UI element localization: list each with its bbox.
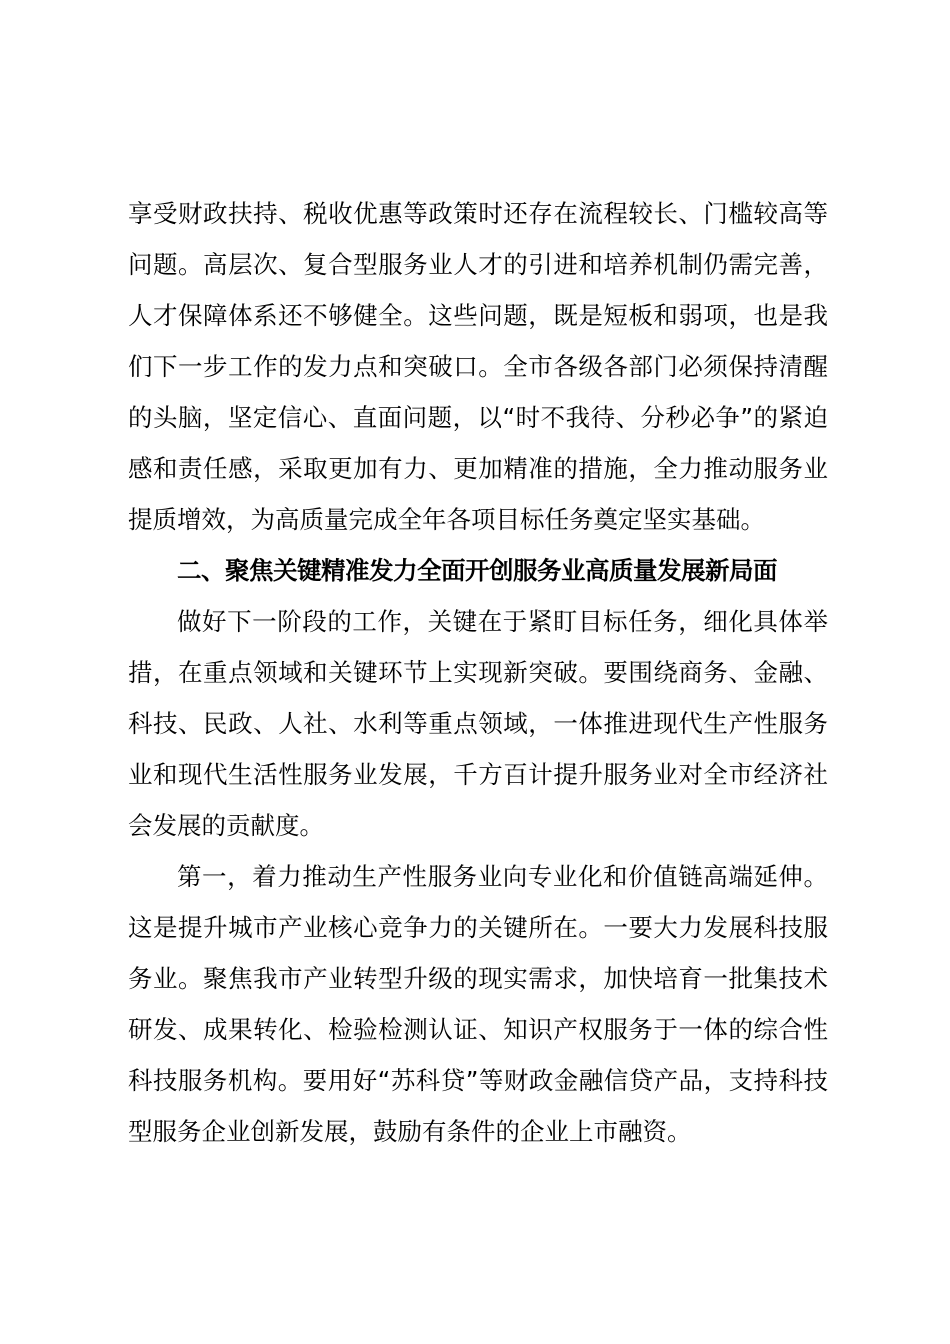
paragraph-next-stage: 做好下一阶段的工作，关键在于紧盯目标任务，细化具体举措，在重点领域和关键环节上实现新突破。要围绕商务、金融、科技、民政、人社、水利等重点领域，一体推进现代生产性服务业和现代生活性服务业发展，千方百计提升服务业对全市经济社会发展的贡献度。 [128, 607, 828, 840]
paragraph-continuation: 享受财政扶持、税收优惠等政策时还存在流程较长、门槛较高等问题。高层次、复合型服务业人才的引进和培养机制仍需完善，人才保障体系还不够健全。这些问题，既是短板和弱项，也是我们下一步工作的发力点和突破口。全市各级各部门必须保持清醒的头脑，坚定信心、直面问题，以“时不我待、分秒必争”的紧迫感和责任感，采取更加有力、更加精准的措施，全力推动服务业提质增效，为高质量完成全年各项目标任务奠定坚实基础。 [128, 199, 828, 534]
document-body [128, 188, 828, 1157]
section-heading: 二、聚焦关键精准发力全面开创服务业高质量发展新局面 [177, 556, 777, 585]
paragraph-first-point: 第一，着力推动生产性服务业向专业化和价值链高端延伸。这是提升城市产业核心竞争力的关键所在。一要大力发展科技服务业。聚焦我市产业转型升级的现实需求，加快培育一批集技术研发、成果转化、检验检测认证、知识产权服务于一体的综合性科技服务机构。要用好“苏科贷”等财政金融信贷产品，支持科技型服务企业创新发展，鼓励有条件的企业上市融资。 [128, 862, 828, 1146]
